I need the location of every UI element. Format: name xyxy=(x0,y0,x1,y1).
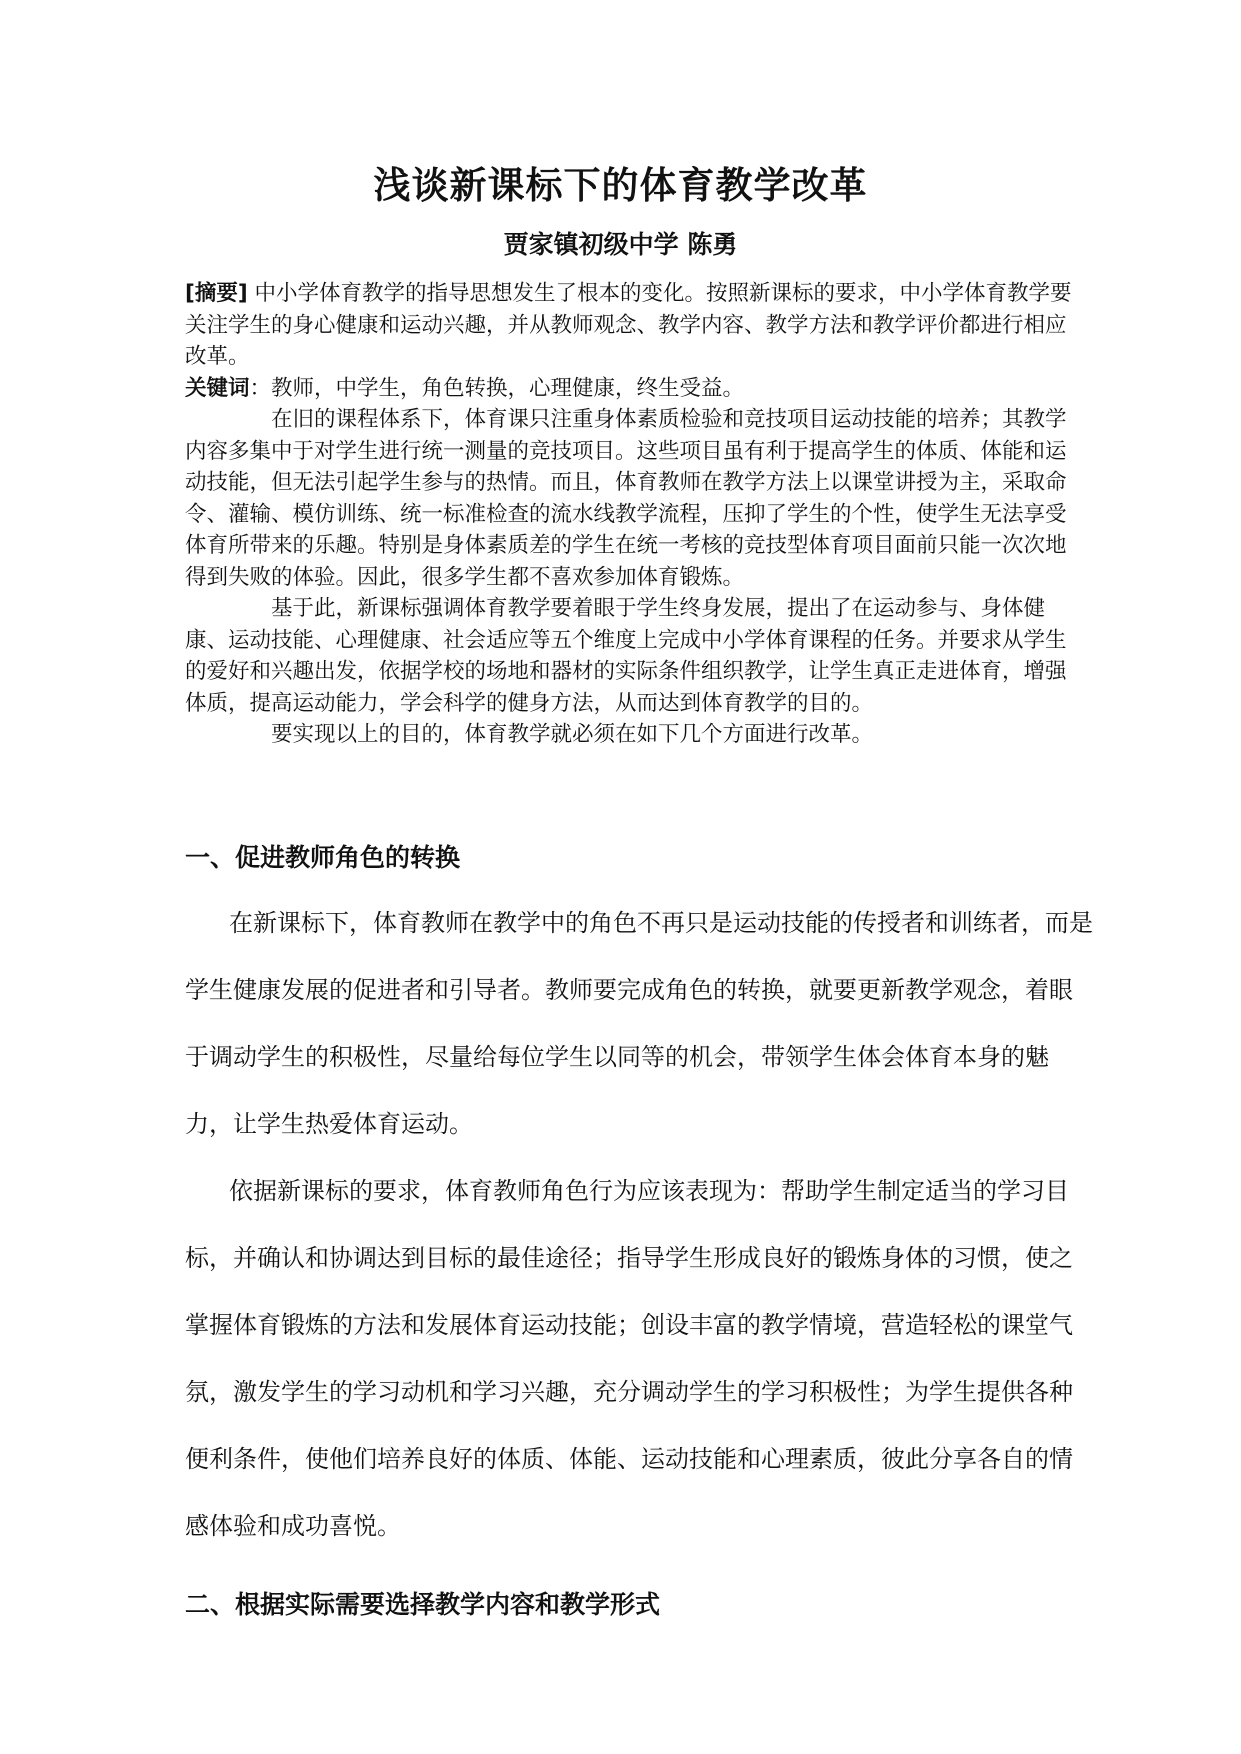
section-1-paragraph: 依据新课标的要求，体育教师角色行为应该表现为：帮助学生制定适当的学习目标，并确认和协调达到目标的最佳途径；指导学生形成良好的锻炼身体的习惯，使之掌握体育锻炼的方法和发展体育运动技能；创设丰富的教学情境，营造轻松的课堂气氛，激发学生的学习动机和学习兴趣，充分调动学生的学习积极性；为学生提供各种便利条件，使他们培养良好的体质、体能、运动技能和心理素质，彼此分享各自的情感体验和成功喜悦。 xyxy=(185,1177,1073,1540)
keywords-label: 关键词 xyxy=(185,375,250,401)
abstract-paragraph xyxy=(185,278,1080,373)
abstract-label: [摘要] xyxy=(185,281,248,306)
section-1-paragraph: 在新课标下，体育教师在教学中的角色不再只是运动技能的传授者和训练者，而是学生健康发展的促进者和引导者。教师要完成角色的转换，就要更新教学观念，着眼于调动学生的积极性，尽量给每位学生以同等的机会，带领学生体会体育本身的魅力，让学生热爱体育运动。 xyxy=(185,909,1093,1138)
keywords-paragraph xyxy=(185,373,1080,405)
section-heading-1: 一、促进教师角色的转换 xyxy=(185,843,461,872)
section-heading-2: 二、根据实际需要选择教学内容和教学形式 xyxy=(185,1590,661,1619)
document-title: 浅谈新课标下的体育教学改革 xyxy=(373,164,868,207)
author-line: 贾家镇初级中学 陈勇 xyxy=(503,230,738,259)
abstract-text: 中小学体育教学的指导思想发生了根本的变化。按照新课标的要求，中小学体育教学要关注学生的身心健康和运动兴趣，并从教师观念、教学内容、教学方法和教学评价都进行相应改革。 xyxy=(185,281,1072,369)
intro-paragraph: 在旧的课程体系下，体育课只注重身体素质检验和竞技项目运动技能的培养；其教学内容多集中于对学生进行统一测量的竞技项目。这些项目虽有利于提高学生的体质、体能和运动技能，但无法引起学生参与的热情。而且，体育教师在教学方法上以课堂讲授为主，采取命令、灌输、模仿训练、统一标准检查的流水线教学流程，压抑了学生的个性，使学生无法享受体育所带来的乐趣。特别是身体素质差的学生在统一考核的竞技型体育项目面前只能一次次地得到失败的体验。因此，很多学生都不喜欢参加体育锻炼。 xyxy=(185,407,1067,590)
keywords-text: ：教师，中学生，角色转换，心理健康，终生受益。 xyxy=(249,375,745,401)
section-1-body xyxy=(185,890,1095,1560)
intro-paragraph: 要实现以上的目的，体育教学就必须在如下几个方面进行改革。 xyxy=(271,722,874,747)
abstract-section xyxy=(185,278,1080,751)
intro-paragraph: 基于此，新课标强调体育教学要着眼于学生终身发展，提出了在运动参与、身体健康、运动技能、心理健康、社会适应等五个维度上完成中小学体育课程的任务。并要求从学生的爱好和兴趣出发，依据学校的场地和器材的实际条件组织教学，让学生真正走进体育，增强体质，提高运动能力，学会科学的健身方法，从而达到体育教学的目的。 xyxy=(185,596,1067,716)
